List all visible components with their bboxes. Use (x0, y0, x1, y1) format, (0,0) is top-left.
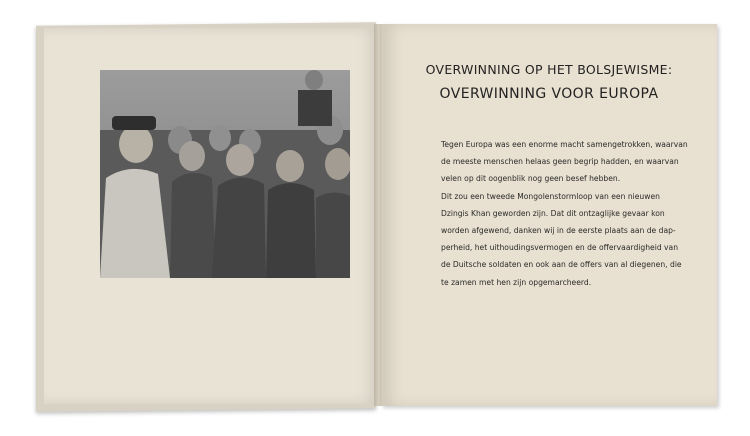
body-line: Dit zou een tweede Mongolenstormloop van een nieuwen (441, 191, 660, 201)
black-and-white-photo (100, 70, 350, 278)
body-line: Dzingis Khan geworden zijn. Dat dit ontzaglijke gevaar kon (441, 208, 665, 218)
chapter-title-line-2: OVERWINNING VOOR EUROPA (439, 86, 659, 102)
body-line: velen op dit oogenblik nog geen besef hebben. (441, 174, 621, 184)
body-line: Tegen Europa was een enorme macht samengetrokken, waarvan (441, 140, 688, 149)
chapter-title-line-1: OVERWINNING OP HET BOLSJEWISME: (425, 62, 673, 77)
body-paragraph (441, 136, 688, 291)
body-line: te zamen met hen zijn opgemarcheerd. (441, 277, 592, 287)
body-line: perheid, het uithoudingsvermogen en de offervaardigheid van (441, 243, 679, 253)
body-line: worden afgewend, danken wij in de eerste plaats aan de dap- (441, 226, 676, 236)
body-line: de Duitsche soldaten en ook aan de offers van al diegenen, die (441, 260, 682, 270)
body-line: de meeste menschen helaas geen begrip hadden, en waarvan (441, 157, 679, 167)
